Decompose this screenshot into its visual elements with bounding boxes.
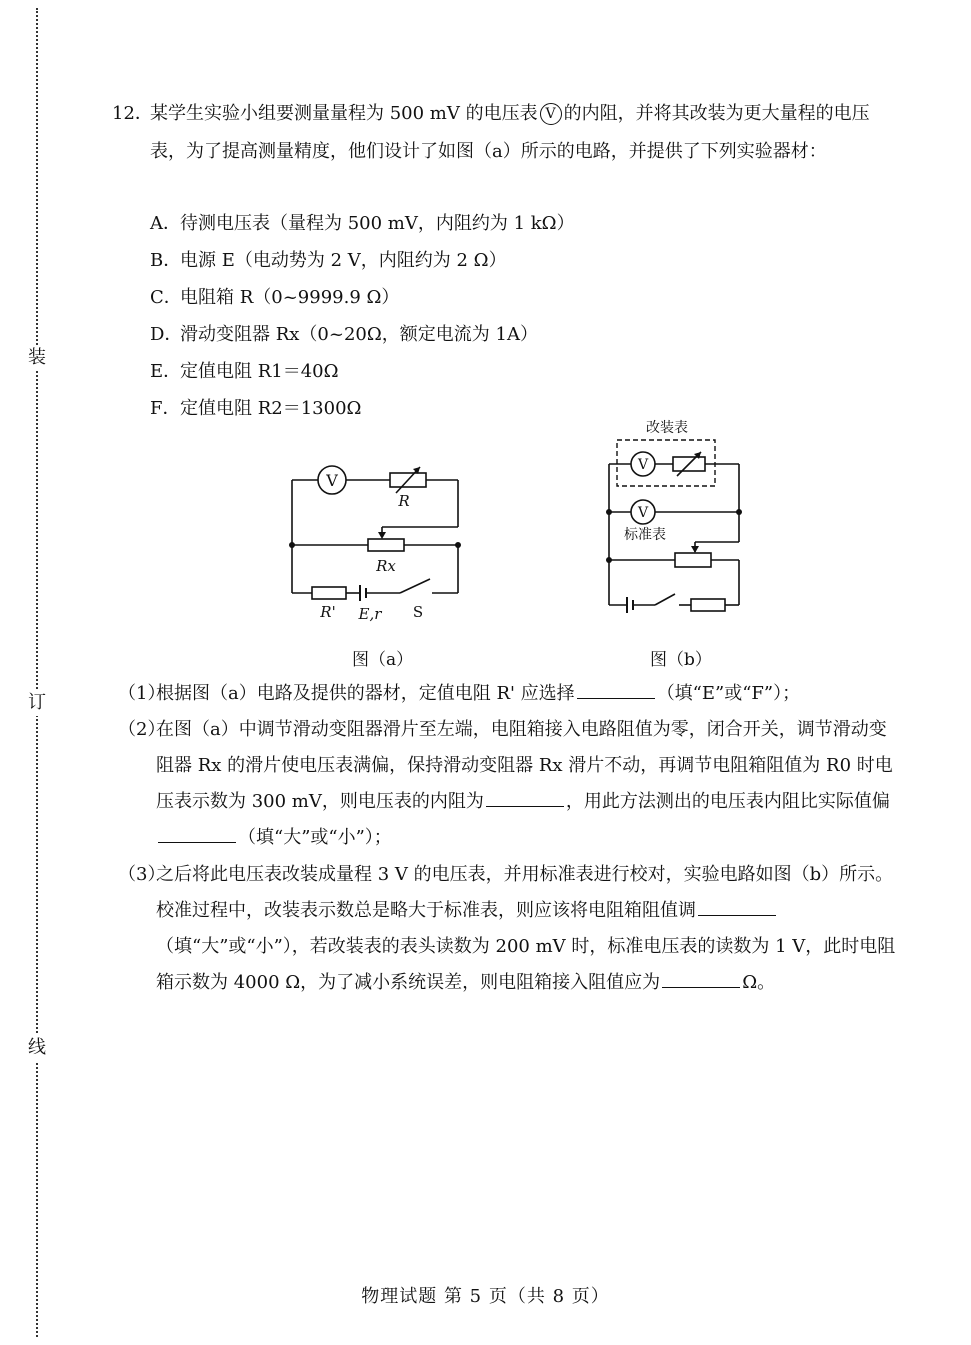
circuit-figure-a [280, 455, 480, 670]
circuit-b-meter-standard: V [637, 505, 649, 521]
equipment-list [150, 205, 575, 427]
option-a: A．待测电压表（量程为 500 mV，内阻约为 1 kΩ） [150, 213, 575, 234]
option-d: D．滑动变阻器 Rx（0~20Ω，额定电流为 1A） [150, 324, 538, 345]
question-12 [112, 95, 902, 171]
label-switch: S [412, 603, 424, 621]
circuit-a-meter: V [326, 471, 338, 490]
answer-blank-1[interactable] [577, 680, 655, 699]
subquestion-1: （1） 根据图（a）电路及提供的器材，定值电阻 R' 应选择 （填“E”或“F”）； [118, 676, 898, 712]
circuit-b-diagram [595, 410, 755, 625]
stem-part2: 的内阻，并将其改装为更大量程的电压表，为了提高测量精度，他们设计了如图（a）所示的电路，并提供了下列实验器材： [150, 103, 870, 162]
binding-line [36, 8, 38, 1337]
label-source: E,r [358, 605, 382, 623]
label-modified-meter: 改装表 [646, 420, 688, 436]
question-stem [150, 95, 902, 171]
subquestion-2: （2） 在图（a）中调节滑动变阻器滑片至左端，电阻箱接入电路阻值为零，闭合开关，调节滑动变阻器 Rx 的滑片使电压表满偏，保持滑动变阻器 Rx 滑片不动，再调节电阻箱阻值为 R0 时电压表示数为 300 mV，则电压表的内阻为 ，用此方法测出的电压表内阻比实际值偏（填“大”或“小”）； [118, 719, 893, 848]
option-b: B．电源 E（电动势为 2 V，内阻约为 2 Ω） [150, 250, 507, 271]
binding-char-ding: 订 [24, 690, 50, 716]
circuit-a-diagram [280, 455, 480, 635]
binding-char-xian: 线 [24, 1035, 50, 1061]
answer-blank-2a[interactable] [486, 788, 564, 807]
option-c: C．电阻箱 R（0~9999.9 Ω） [150, 287, 400, 308]
option-e: E．定值电阻 R1＝40Ω [150, 361, 339, 382]
subquestion-3: （3） 之后将此电压表改装成量程 3 V 的电压表，并用标准表进行校对，实验电路如图（b）所示。校准过程中，改装表示数总是略大于标准表，则应该将电阻箱阻值调（填“大”或“小”），若改装表的表头读数为 200 mV 时，标准电压表的读数为 1 V，此时电阻箱示数为 4000 Ω，为了减小系统误差，则电阻箱接入阻值应为 Ω。 [118, 864, 896, 993]
circuit-figure-b [595, 410, 755, 670]
circuit-b-meter-modified: V [637, 457, 649, 473]
page-footer: 物理试题 第 5 页（共 8 页） [361, 1286, 610, 1307]
caption-figure-a: 图（a） [352, 650, 414, 670]
label-standard-meter: 标准表 [624, 527, 666, 543]
option-f: F．定值电阻 R2＝1300Ω [150, 398, 362, 419]
binding-char-zhuang: 装 [24, 345, 50, 371]
caption-figure-b: 图（b） [650, 650, 712, 670]
answer-blank-3a[interactable] [698, 897, 776, 916]
label-R-prime: R' [320, 603, 336, 621]
label-R: R [398, 492, 410, 510]
stem-part1: 某学生实验小组要测量量程为 500 mV 的电压表 [150, 103, 538, 124]
answer-blank-2b[interactable] [158, 824, 236, 843]
question-number: 12． [112, 103, 153, 124]
answer-blank-3b[interactable] [662, 969, 740, 988]
label-Rx: Rx [376, 557, 396, 575]
voltmeter-symbol: V [540, 103, 562, 125]
